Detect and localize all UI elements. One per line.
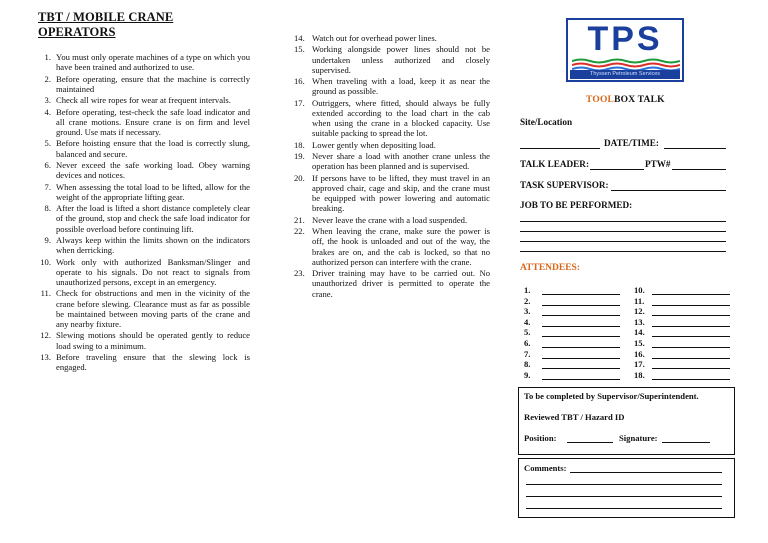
attendee-number: 10. xyxy=(634,285,645,295)
rule-number: 7. xyxy=(44,181,51,192)
rule-number: 5. xyxy=(44,138,51,149)
ptw-label: PTW# xyxy=(645,159,671,169)
rule-item xyxy=(38,107,250,138)
comments-line-1[interactable] xyxy=(570,472,722,473)
rule-item xyxy=(294,44,490,75)
rule-text: You must only operate machines of a type on which you have been trained and authorized to use. xyxy=(56,52,250,73)
attendee-line[interactable] xyxy=(542,305,620,306)
attendee-line[interactable] xyxy=(652,315,730,316)
job-label: JOB TO BE PERFORMED: xyxy=(520,200,633,210)
rule-text: Before operating, test-check the safe load indicator and all crane motions. Ensure crane is on firm and level ground. Use mats if necessary. xyxy=(56,106,250,137)
rule-item xyxy=(38,160,250,180)
rule-number: 16. xyxy=(294,76,305,87)
rule-text: Lower gently when depositing load. xyxy=(312,139,436,150)
rule-text: Work only with authorized Banksman/Slinger and operate to his signals. Do not react to signals from unauthorized persons, except in an emergency. xyxy=(56,256,250,287)
rule-text: Never leave the crane with a load suspended. xyxy=(312,214,468,225)
attendee-number: 12. xyxy=(634,306,645,317)
rule-text: Outriggers, where fitted, should always be fully extended according to the load chart in the cab when using the crane in a blocked capacity. Use suitable packing to spread the lot. xyxy=(312,97,490,139)
comments-line-2[interactable] xyxy=(526,484,722,485)
attendee-line[interactable] xyxy=(542,336,620,337)
rule-item xyxy=(38,203,250,234)
site-location-label: Site/Location xyxy=(520,117,573,127)
ptw-line[interactable] xyxy=(672,169,726,170)
rule-item xyxy=(294,98,490,139)
attendee-line[interactable] xyxy=(652,305,730,306)
position-line[interactable] xyxy=(567,442,613,443)
attendee-number: 2. xyxy=(524,295,531,306)
rule-text: Before operating, ensure that the machine is correctly maintained xyxy=(56,73,250,94)
attendee-number: 5. xyxy=(524,327,531,338)
toolbox-rest: BOX TALK xyxy=(614,95,665,105)
rule-text: Check for obstructions and men in the vicinity of the crane before slewing. Clearance must as far as possible be maintained between moving parts of the crane and any nearby fixture. xyxy=(56,288,250,329)
attendee-line[interactable] xyxy=(542,294,620,295)
rule-item xyxy=(38,288,250,329)
rule-number: 2. xyxy=(44,73,51,84)
attendee-line[interactable] xyxy=(542,315,620,316)
rule-number: 22. xyxy=(294,226,305,237)
signature-line[interactable] xyxy=(662,442,710,443)
attendee-number: 4. xyxy=(524,316,531,327)
rule-number: 13. xyxy=(40,351,51,362)
attendee-line[interactable] xyxy=(652,294,730,295)
rule-text: Never exceed the safe working load. Obey warning devices and notices. xyxy=(56,159,250,181)
rule-item xyxy=(294,140,490,150)
attendee-number: 17. xyxy=(634,359,645,370)
attendee-number: 14. xyxy=(634,327,645,338)
rule-item xyxy=(38,182,250,202)
position-label: Position: xyxy=(524,433,557,443)
rule-number: 19. xyxy=(294,151,305,162)
rule-item xyxy=(38,257,250,288)
attendee-line[interactable] xyxy=(542,368,620,369)
attendee-line[interactable] xyxy=(652,379,730,380)
rule-number: 23. xyxy=(294,268,305,279)
rule-text: When leaving the crane, make sure the power is off, the hook is unloaded and out of the way, the brakes are on, and the cab is locked, so that no authorized person can interfere with the crane. xyxy=(312,226,490,267)
rule-number: 4. xyxy=(44,106,51,117)
rule-text: If persons have to be lifted, they must travel in an approved chair, cage and skip, and the crane must be equipped with power lowering and automatic breaking. xyxy=(312,172,490,214)
rule-item xyxy=(38,352,250,372)
rule-item xyxy=(294,215,490,225)
comments-line-4[interactable] xyxy=(526,508,722,509)
attendee-line[interactable] xyxy=(652,326,730,327)
rule-item xyxy=(294,173,490,214)
talk-leader-label: TALK LEADER: xyxy=(520,159,589,169)
attendee-number: 18. xyxy=(634,369,645,380)
rule-text: Never share a load with another crane unless the operation has been planned and is supervised. xyxy=(312,151,490,172)
document-title: TBT / MOBILE CRANE OPERATORS xyxy=(38,10,174,39)
signature-label: Signature: xyxy=(619,433,658,443)
review-box-instruction: To be completed by Supervisor/Superintendent. xyxy=(524,391,699,401)
rules-column-1 xyxy=(38,10,250,374)
attendees-title: ATTENDEES: xyxy=(520,263,581,273)
rule-text: When assessing the total load to be lifted, allow for the weight of the appropriate lifting gear. xyxy=(56,181,250,202)
job-line-2[interactable] xyxy=(520,231,726,232)
site-location-line[interactable] xyxy=(520,148,600,149)
talk-leader-line[interactable] xyxy=(590,169,644,170)
rule-item xyxy=(38,330,250,350)
toolbox-talk-title xyxy=(586,95,665,105)
rules-list-1 xyxy=(38,52,250,372)
rules-list-2 xyxy=(294,33,490,299)
rule-item xyxy=(294,226,490,267)
attendee-line[interactable] xyxy=(542,379,620,380)
job-line-1[interactable] xyxy=(520,221,726,222)
attendee-number: 8. xyxy=(524,359,531,370)
attendee-number: 15. xyxy=(634,338,645,348)
rule-item xyxy=(38,95,250,105)
rule-item xyxy=(294,151,490,171)
rule-text: Before hoisting ensure that the load is correctly slung, balanced and secure. xyxy=(56,138,250,159)
attendee-line[interactable] xyxy=(652,336,730,337)
rule-item xyxy=(38,138,250,158)
rule-item xyxy=(38,52,250,72)
rule-number: 8. xyxy=(44,203,51,214)
rule-number: 20. xyxy=(294,172,305,183)
comments-label: Comments: xyxy=(524,463,567,473)
rule-number: 11. xyxy=(40,288,51,299)
rule-text: Driver training may have to be carried out. No unauthorized driver is permitted to operate the crane. xyxy=(312,268,490,299)
rule-text: Always keep within the limits shown on the indicators when derricking. xyxy=(56,234,250,256)
comments-line-3[interactable] xyxy=(526,496,722,497)
date-time-label: DATE/TIME: xyxy=(604,138,659,148)
rule-number: 15. xyxy=(294,44,305,55)
job-line-3[interactable] xyxy=(520,241,726,242)
rule-text: After the load is lifted a short distance completely clear of the ground, stop and check the safe load indicator for possible overload before continuing lift. xyxy=(56,203,250,234)
rule-number: 6. xyxy=(44,159,51,170)
attendee-number: 1. xyxy=(524,285,531,295)
rule-text: Working alongside power lines should not be undertaken unless authorized and closely supervised. xyxy=(312,44,490,75)
rule-item xyxy=(38,235,250,255)
tps-logo xyxy=(566,18,684,82)
task-supervisor-line[interactable] xyxy=(611,190,726,191)
rule-number: 9. xyxy=(44,234,51,245)
attendee-number: 13. xyxy=(634,316,645,327)
rules-column-2 xyxy=(294,33,490,300)
attendee-line[interactable] xyxy=(652,358,730,359)
attendee-number: 3. xyxy=(524,306,531,317)
rule-number: 1. xyxy=(44,52,51,62)
rule-item xyxy=(38,74,250,94)
task-supervisor-label: TASK SUPERVISOR: xyxy=(520,180,609,190)
rule-text: When traveling with a load, keep it as near the ground as possible. xyxy=(312,76,490,97)
rule-number: 17. xyxy=(294,97,305,108)
date-time-line[interactable] xyxy=(664,148,726,149)
job-line-4[interactable] xyxy=(520,251,726,252)
attendee-line[interactable] xyxy=(652,347,730,348)
attendee-number: 9. xyxy=(524,369,531,380)
attendee-line[interactable] xyxy=(542,347,620,348)
rule-number: 3. xyxy=(44,95,51,106)
rule-number: 21. xyxy=(294,214,305,225)
rule-number: 10. xyxy=(40,256,51,267)
rule-item xyxy=(294,76,490,96)
attendee-line[interactable] xyxy=(652,368,730,369)
rule-item xyxy=(294,33,490,43)
attendee-line[interactable] xyxy=(542,358,620,359)
rule-text: Watch out for overhead power lines. xyxy=(312,33,437,43)
attendee-number: 16. xyxy=(634,348,645,359)
rule-text: Slewing motions should be operated gently to reduce load swing to a minimum. xyxy=(56,330,250,351)
attendee-line[interactable] xyxy=(542,326,620,327)
rule-number: 18. xyxy=(294,139,305,150)
rule-item xyxy=(294,268,490,299)
rule-text: Before traveling ensure that the slewing lock is engaged. xyxy=(56,351,250,373)
toolbox-accent: TOOL xyxy=(586,95,615,105)
attendee-number: 11. xyxy=(634,295,645,306)
logo-subtitle: Thyssen Petroleum Services xyxy=(570,70,680,79)
reviewed-tbt-label: Reviewed TBT / Hazard ID xyxy=(524,412,625,422)
logo-text: TPS xyxy=(587,20,663,58)
attendee-number: 7. xyxy=(524,348,531,359)
rule-number: 14. xyxy=(294,33,305,43)
rule-number: 12. xyxy=(40,330,51,341)
attendee-number: 6. xyxy=(524,338,531,348)
rule-text: Check all wire ropes for wear at frequent intervals. xyxy=(56,95,231,106)
